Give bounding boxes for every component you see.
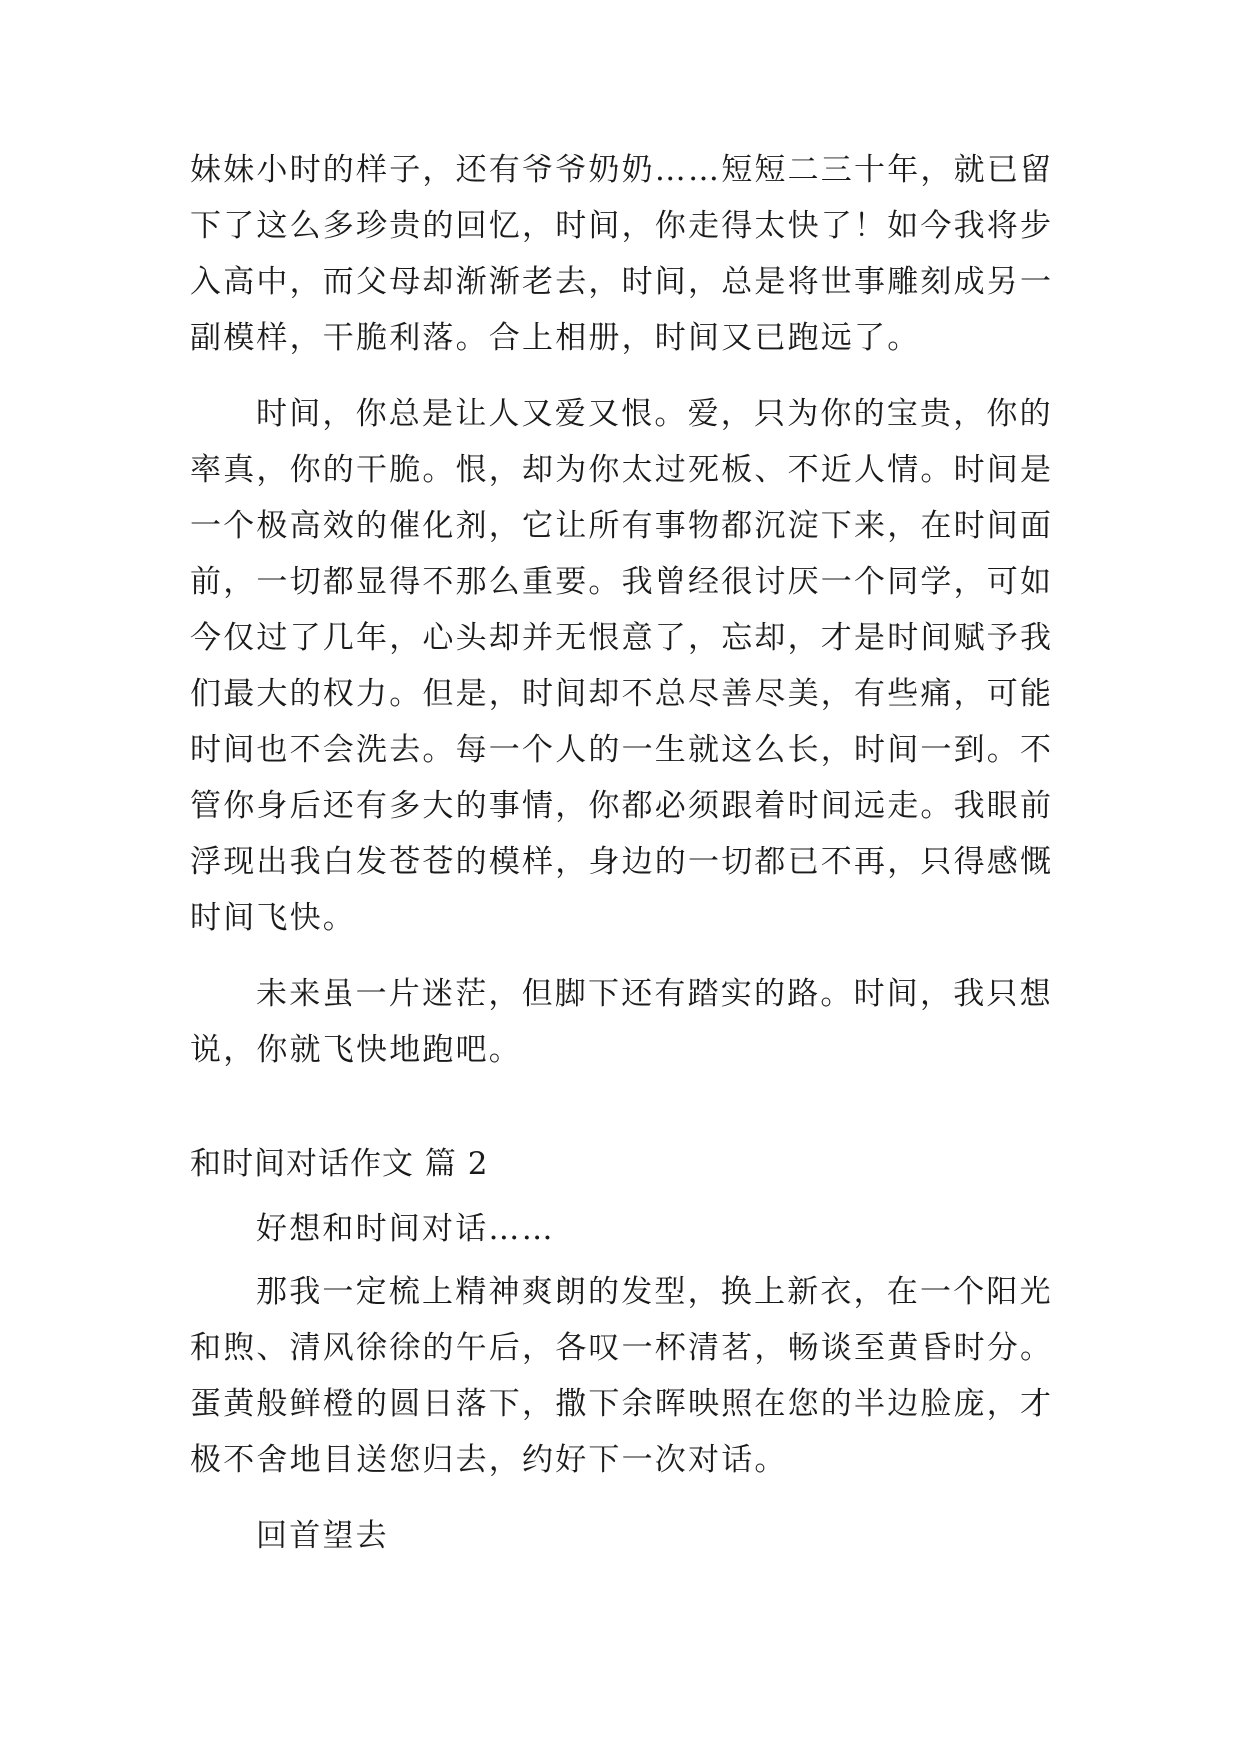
text-line: 管你身后还有多大的事情，你都必须跟着时间远走。我眼前 (190, 788, 1054, 824)
text-line: 浮现出我白发苍苍的模样，身边的一切都已不再，只得感慨 (190, 844, 1054, 880)
text-line: 未来虽一片迷茫，但脚下还有踏实的路。时间，我只想 (256, 976, 1053, 1012)
text-line: 那我一定梳上精神爽朗的发型，换上新衣，在一个阳光 (256, 1274, 1053, 1310)
text-line: 和煦、清风徐徐的午后，各叹一杯清茗，畅谈至黄昏时分。 (190, 1330, 1054, 1366)
text-line: 下了这么多珍贵的回忆，时间，你走得太快了！如今我将步 (190, 208, 1054, 244)
section-heading: 和时间对话作文 篇 2 (190, 1146, 489, 1182)
text-line: 一个极高效的催化剂，它让所有事物都沉淀下来，在时间面 (190, 508, 1054, 544)
text-line: 今仅过了几年，心头却并无恨意了，忘却，才是时间赋予我 (190, 620, 1054, 656)
text-line: 时间也不会洗去。每一个人的一生就这么长，时间一到。不 (190, 732, 1054, 768)
text-line: 率真，你的干脆。恨，却为你太过死板、不近人情。时间是 (190, 452, 1054, 488)
text-line: 时间，你总是让人又爱又恨。爱，只为你的宝贵，你的 (256, 396, 1053, 432)
text-line: 说，你就飞快地跑吧。 (190, 1032, 522, 1068)
text-line: 入高中，而父母却渐渐老去，时间，总是将世事雕刻成另一 (190, 264, 1054, 300)
text-line: 极不舍地目送您归去，约好下一次对话。 (190, 1442, 788, 1478)
text-line: 妹妹小时的样子，还有爷爷奶奶……短短二三十年，就已留 (190, 152, 1054, 188)
text-line: 时间飞快。 (190, 900, 356, 936)
text-line: 蛋黄般鲜橙的圆日落下，撒下余晖映照在您的半边脸庞，才 (190, 1386, 1054, 1422)
text-line: 前，一切都显得不那么重要。我曾经很讨厌一个同学，可如 (190, 564, 1054, 600)
text-line: 副模样，干脆利落。合上相册，时间又已跑远了。 (190, 320, 921, 356)
text-line: 好想和时间对话…… (256, 1211, 555, 1247)
text-line: 们最大的权力。但是，时间却不总尽善尽美，有些痛，可能 (190, 676, 1054, 712)
text-line: 回首望去 (256, 1518, 389, 1554)
